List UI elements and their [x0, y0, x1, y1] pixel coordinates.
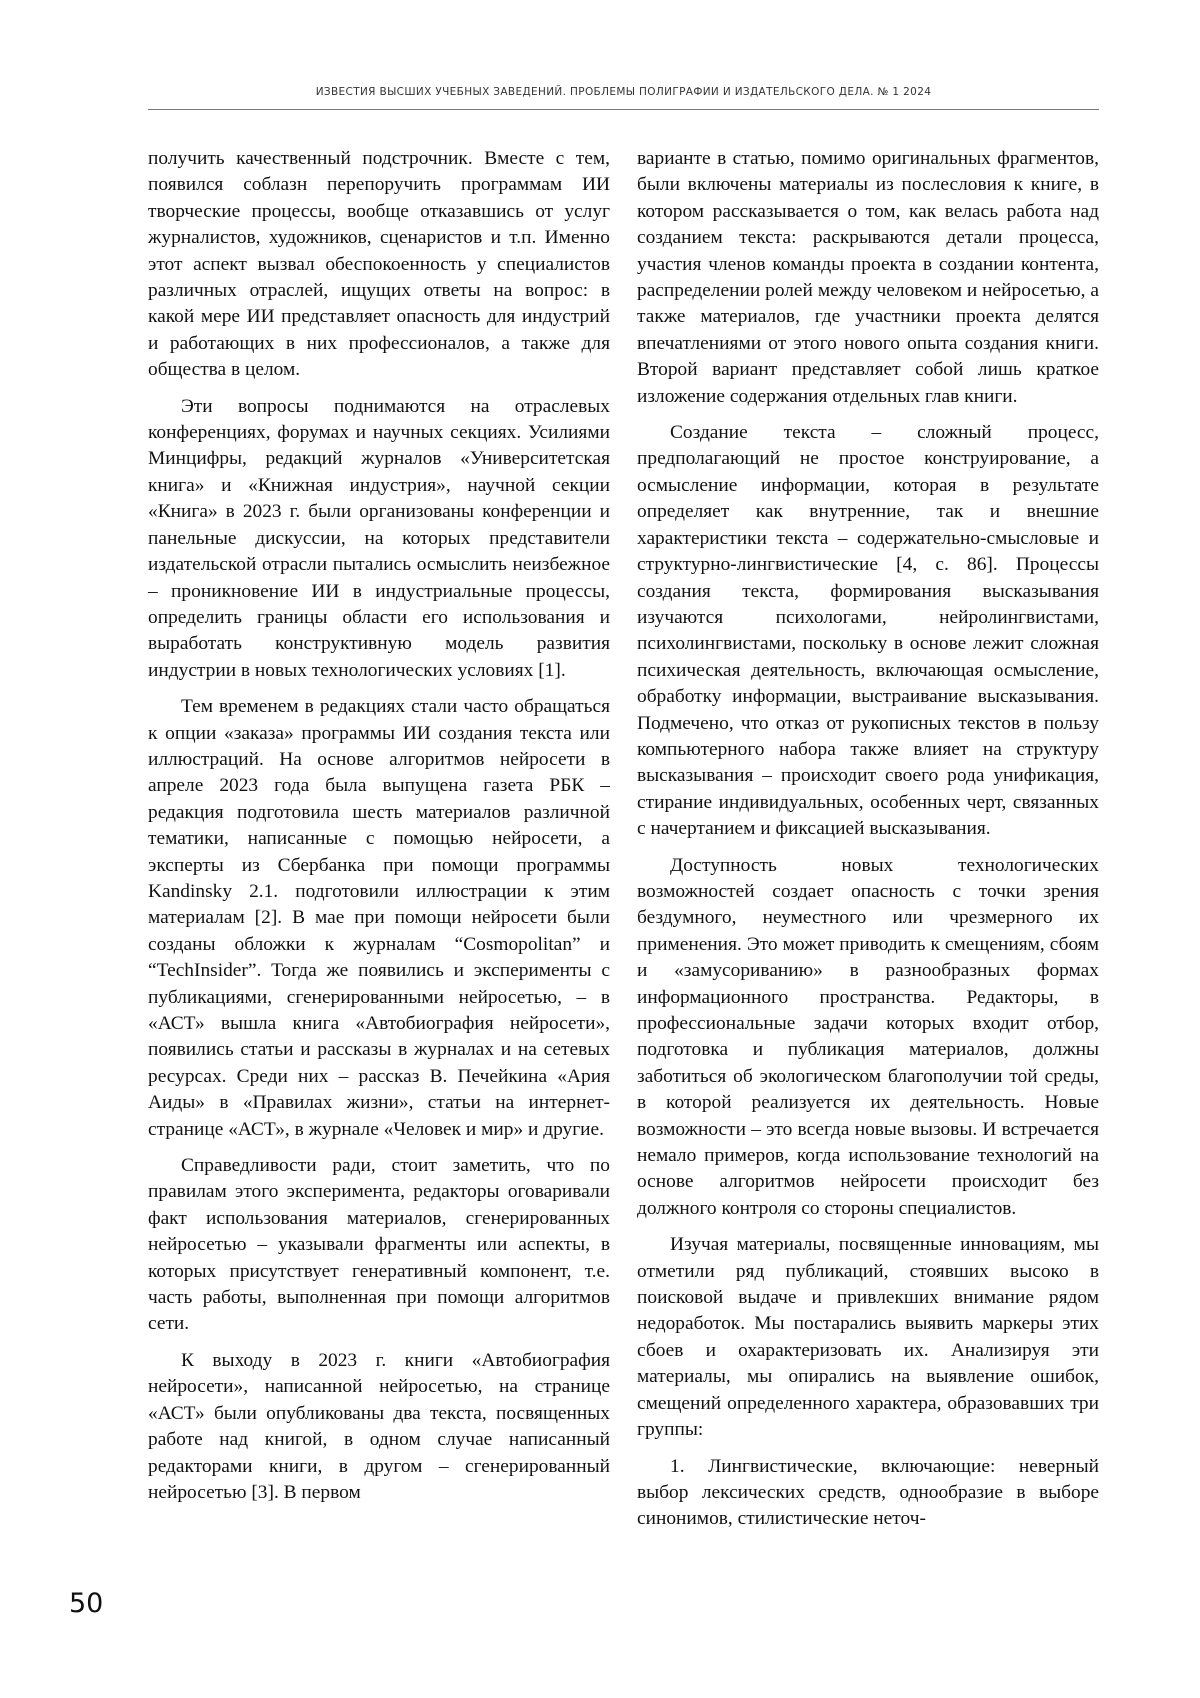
header-divider	[148, 109, 1099, 110]
left-paragraph-2: Эти вопросы поднимаются на отраслевых конференциях, форумах и научных секциях. Усилиями Минцифры, редакций журналов «Университетская книга» и «Книжная индустрия», научной секции «Книга» в 2023 г. были организованы конференции и панельные дискуссии, на которых представители издательской отрасли пытались осмыслить неизбежное – проникновение ИИ в индустриальные процессы, определить границы области его использования и выработать конструктивную модель развития индустрии в новых технологических условиях [1].	[148, 395, 610, 681]
right-paragraph-4: Изучая материалы, посвященные инновациям, мы отметили ряд публикаций, стоявших высоко в поисковой выдаче и привлекших внимание рядом недоработок. Мы постарались выявить маркеры этих сбоев и охарактеризовать их. Анализируя эти материалы, мы опирались на выявление ошибок, смещений определенного характера, образовавших три группы:	[637, 1234, 1099, 1441]
right-column	[637, 146, 1099, 1533]
right-paragraph-5: 1. Лингвистические, включающие: неверный выбор лексических средств, однообразие в выборе синонимов, стилистические неточ-	[637, 1455, 1099, 1530]
left-paragraph-3: Тем временем в редакциях стали часто обращаться к опции «заказа» программы ИИ создания текста или иллюстраций. На основе алгоритмов нейросети в апреле 2023 года была выпущена газета РБК – редакция подготовила шесть материалов различной тематики, написанные с помощью нейросети, а эксперты из Сбербанка при помощи программы Kandinsky 2.1. подготовили иллюстрации к этим материалам [2]. В мае при помощи нейросети были созданы обложки к журналам “Cosmopolitan” и “TechInsider”. Тогда же появились и эксперименты с публикациями, сгенерированными нейросетью, – в «АСТ» вышла книга «Автобиография нейросети», появились статьи и рассказы в журналах и на сетевых ресурсах. Среди них – рассказ В. Печейкина «Ария Аиды» в «Правилах жизни», статьи на интернет-странице «АСТ», в журнале «Человек и мир» и другие.	[148, 696, 610, 1140]
left-paragraph-4: Справедливости ради, стоит заметить, что по правилам этого эксперимента, редакторы оговаривали факт использования материалов, сгенерированных нейросетью – указывали фрагменты или аспекты, в которых присутствует генеративный компонент, т.е. часть работы, выполненная при помощи алгоритмов сети.	[148, 1155, 610, 1335]
left-paragraph-1: получить качественный подстрочник. Вместе с тем, появился соблазн перепоручить программам ИИ творческие процессы, вообще отказавшись от услуг журналистов, художников, сценаристов и т.п. Именно этот аспект вызвал обеспокоенность у специалистов различных отраслей, ищущих ответы на вопрос: в какой мере ИИ представляет опасность для индустрий и работающих в них профессионалов, а также для общества в целом.	[148, 148, 610, 381]
left-paragraph-5: К выходу в 2023 г. книги «Автобиография нейросети», написанной нейросетью, на странице «АСТ» были опубликованы два текста, посвященных работе над книгой, в одном случае написанный редакторами книги, в другом – сгенерированный нейросетью [3]. В первом	[148, 1349, 610, 1503]
right-paragraph-3: Доступность новых технологических возможностей создает опасность с точки зрения бездумного, неуместного или чрезмерного их применения. Это может приводить к смещениям, сбоям и «замусориванию» в разнообразных формах информационного пространства. Редакторы, в профессиональные задачи которых входит отбор, подготовка и публикация материалов, должны заботиться об экологическом благополучии той среды, в которой реализуется их деятельность. Новые возможности – это всегда новые вызовы. И встречается немало примеров, когда использование технологий на основе алгоритмов нейросети происходит без должного контроля со стороны специалистов.	[637, 854, 1099, 1219]
running-header: ИЗВЕСТИЯ ВЫСШИХ УЧЕБНЫХ ЗАВЕДЕНИЙ. ПРОБЛЕМЫ ПОЛИГРАФИИ И ИЗДАТЕЛЬСКОГО ДЕЛА. № 1 2024	[315, 86, 932, 98]
right-paragraph-1: варианте в статью, помимо оригинальных фрагментов, были включены материалы из послесловия к книге, в котором рассказывается о том, как велась работа над созданием текста: раскрываются детали процесса, участия членов команды проекта в создании контента, распределении ролей между человеком и нейросетью, а также материалов, где участники проекта делятся впечатлениями от этого нового опыта создания книги. Второй вариант представляет собой лишь краткое изложение содержания отдельных глав книги.	[637, 148, 1099, 407]
right-paragraph-2: Создание текста – сложный процесс, предполагающий не простое конструирование, а осмысление информации, которая в результате определяет как внутренние, так и внешние характеристики текста – содержательно-смысловые и структурно-лингвистические [4, с. 86]. Процессы создания текста, формирования высказывания изучаются психологами, нейролингвистами, психолингвистами, поскольку в основе лежит сложная психическая деятельность, включающая осмысление, обработку информации, выстраивание высказывания. Подмечено, что отказ от рукописных текстов в пользу компьютерного набора также влияет на структуру высказывания – происходит своего рода унификация, стирание индивидуальных, особенных черт, связанных с начертанием и фиксацией высказывания.	[637, 422, 1099, 840]
page-number: 50	[69, 1588, 104, 1619]
left-column	[148, 146, 610, 1506]
